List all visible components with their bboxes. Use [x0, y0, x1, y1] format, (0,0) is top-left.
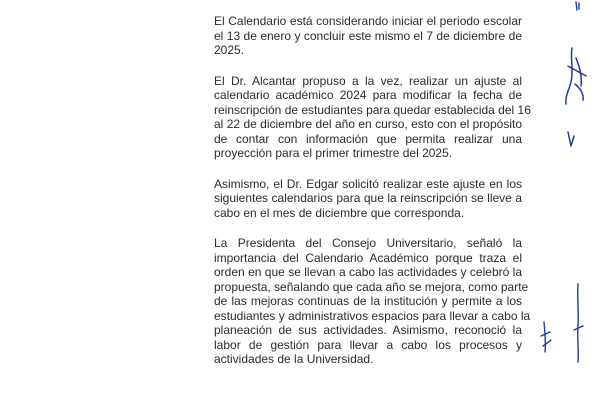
paragraph-calendar-dates	[214, 14, 522, 58]
text-line: actividades de la Universidad.	[214, 352, 374, 366]
text-line: siguientes calendarios para que la reinscripción se lleve a	[214, 191, 522, 205]
text-line: el 13 de enero y concluir este mismo el 7 de diciembre de	[214, 28, 522, 43]
text-line: orden en que se llevan a cabo las actividades y celebró la	[214, 265, 522, 279]
text-line: de las mejoras continuas de la institución y permite a los	[214, 294, 522, 308]
signature-mark-lower-left	[541, 322, 551, 352]
text-line: calendario académico 2024 para modificar la fecha de	[214, 88, 522, 102]
signature-mark-upper-right	[566, 48, 586, 104]
text-line: El Calendario está considerando iniciar el periodo escolar	[214, 14, 522, 28]
text-line: importancia del Calendario Académico porque traza el	[214, 250, 522, 265]
text-line: proyección para el primer trimestre del 2025.	[214, 146, 453, 160]
text-line: propuesta, señalando que cada año se mejora, como parte	[214, 279, 529, 294]
text-line: cabo en el mes de diciembre que corresponda.	[214, 205, 465, 220]
text-line: El Dr. Alcantar propuso a la vez, realizar un ajuste al	[214, 73, 522, 88]
text-line: al 22 de diciembre del año en curso, esto con el propósito	[214, 117, 522, 131]
signature-mark-middle-right	[568, 132, 574, 146]
document-body	[214, 14, 531, 383]
text-line: planeación de sus actividades. Asimismo, reconoció la	[214, 323, 522, 337]
signature-mark-lower-right	[574, 284, 583, 362]
signature-mark-top	[576, 2, 579, 10]
paragraph-reenrollment-request	[214, 177, 522, 221]
text-line: La Presidenta del Consejo Universitario, señaló la	[214, 236, 522, 250]
text-line: estudiantes y administrativos espacios para llevar a cabo la	[214, 308, 531, 323]
paragraph-adjustment-proposal	[214, 73, 531, 161]
text-line: labor de gestión para llevar a cabo los procesos y	[214, 337, 522, 352]
text-line: Asimismo, el Dr. Edgar solicitó realizar este ajuste en los	[214, 176, 522, 191]
text-line: 2025.	[214, 43, 245, 57]
paragraph-council-president	[214, 236, 531, 367]
text-line: de contar con información que permita realizar una	[214, 131, 522, 146]
text-line: reinscripción de estudiantes para quedar establecida del 16	[214, 102, 531, 117]
